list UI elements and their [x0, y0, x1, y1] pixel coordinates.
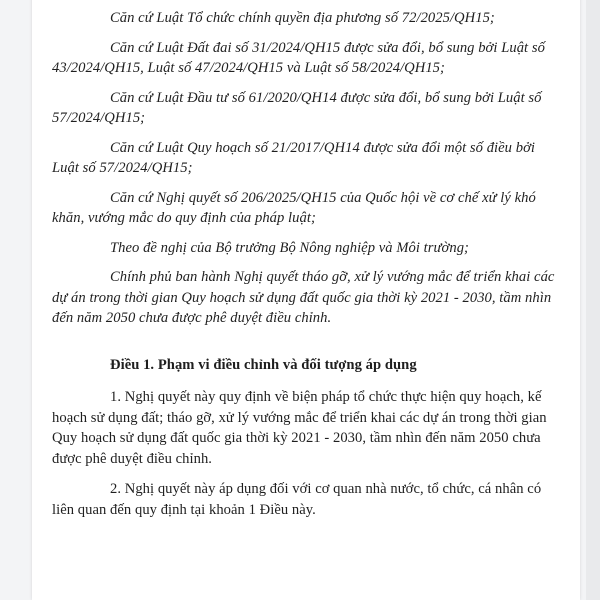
legal-basis-item: Căn cứ Luật Tổ chức chính quyền địa phương số 72/2025/QH15; [110, 10, 495, 26]
document-content [52, 0, 562, 530]
article-1-clause-1: 1. Nghị quyết này quy định về biện pháp tổ chức thực hiện quy hoạch, kế hoạch sử dụng đất; tháo gỡ, xử lý vướng mắc để triển khai các dự án trong thời gian Quy hoạch sử dụng đất quốc gia thời kỳ 2021 - 2030, tầm nhìn đến năm 2050 chưa được phê duyệt điều chỉnh. [52, 389, 547, 467]
promulgation-statement: Chính phủ ban hành Nghị quyết tháo gỡ, xử lý vướng mắc để triển khai các dự án trong thời gian Quy hoạch sử dụng đất quốc gia thời kỳ 2021 - 2030, tầm nhìn đến năm 2050 chưa được phê duyệt điều chỉnh. [52, 269, 555, 326]
article-1-clause-2: 2. Nghị quyết này áp dụng đối với cơ quan nhà nước, tổ chức, cá nhân có liên quan đến quy định tại khoản 1 Điều này. [52, 481, 542, 518]
legal-basis-item: Căn cứ Luật Đầu tư số 61/2020/QH14 được sửa đổi, bổ sung bởi Luật số 57/2024/QH15; [52, 89, 542, 126]
legal-basis-item: Căn cứ Luật Quy hoạch số 21/2017/QH14 được sửa đổi một số điều bởi Luật số 57/2024/QH15; [52, 139, 536, 176]
legal-basis-section [52, 8, 562, 329]
article-1 [52, 355, 562, 521]
article-1-title: Điều 1. Phạm vi điều chỉnh và đối tượng áp dụng [110, 356, 417, 373]
legal-basis-item: Căn cứ Nghị quyết số 206/2025/QH15 của Quốc hội về cơ chế xử lý khó khăn, vướng mắc do quy định của pháp luật; [52, 189, 536, 226]
legal-basis-item: Theo đề nghị của Bộ trưởng Bộ Nông nghiệp và Môi trường; [110, 239, 469, 256]
page-edge [586, 0, 600, 600]
legal-basis-item: Căn cứ Luật Đất đai số 31/2024/QH15 được sửa đổi, bổ sung bởi Luật số 43/2024/QH15, Luật số 47/2024/QH15 và Luật số 58/2024/QH15; [52, 39, 545, 76]
